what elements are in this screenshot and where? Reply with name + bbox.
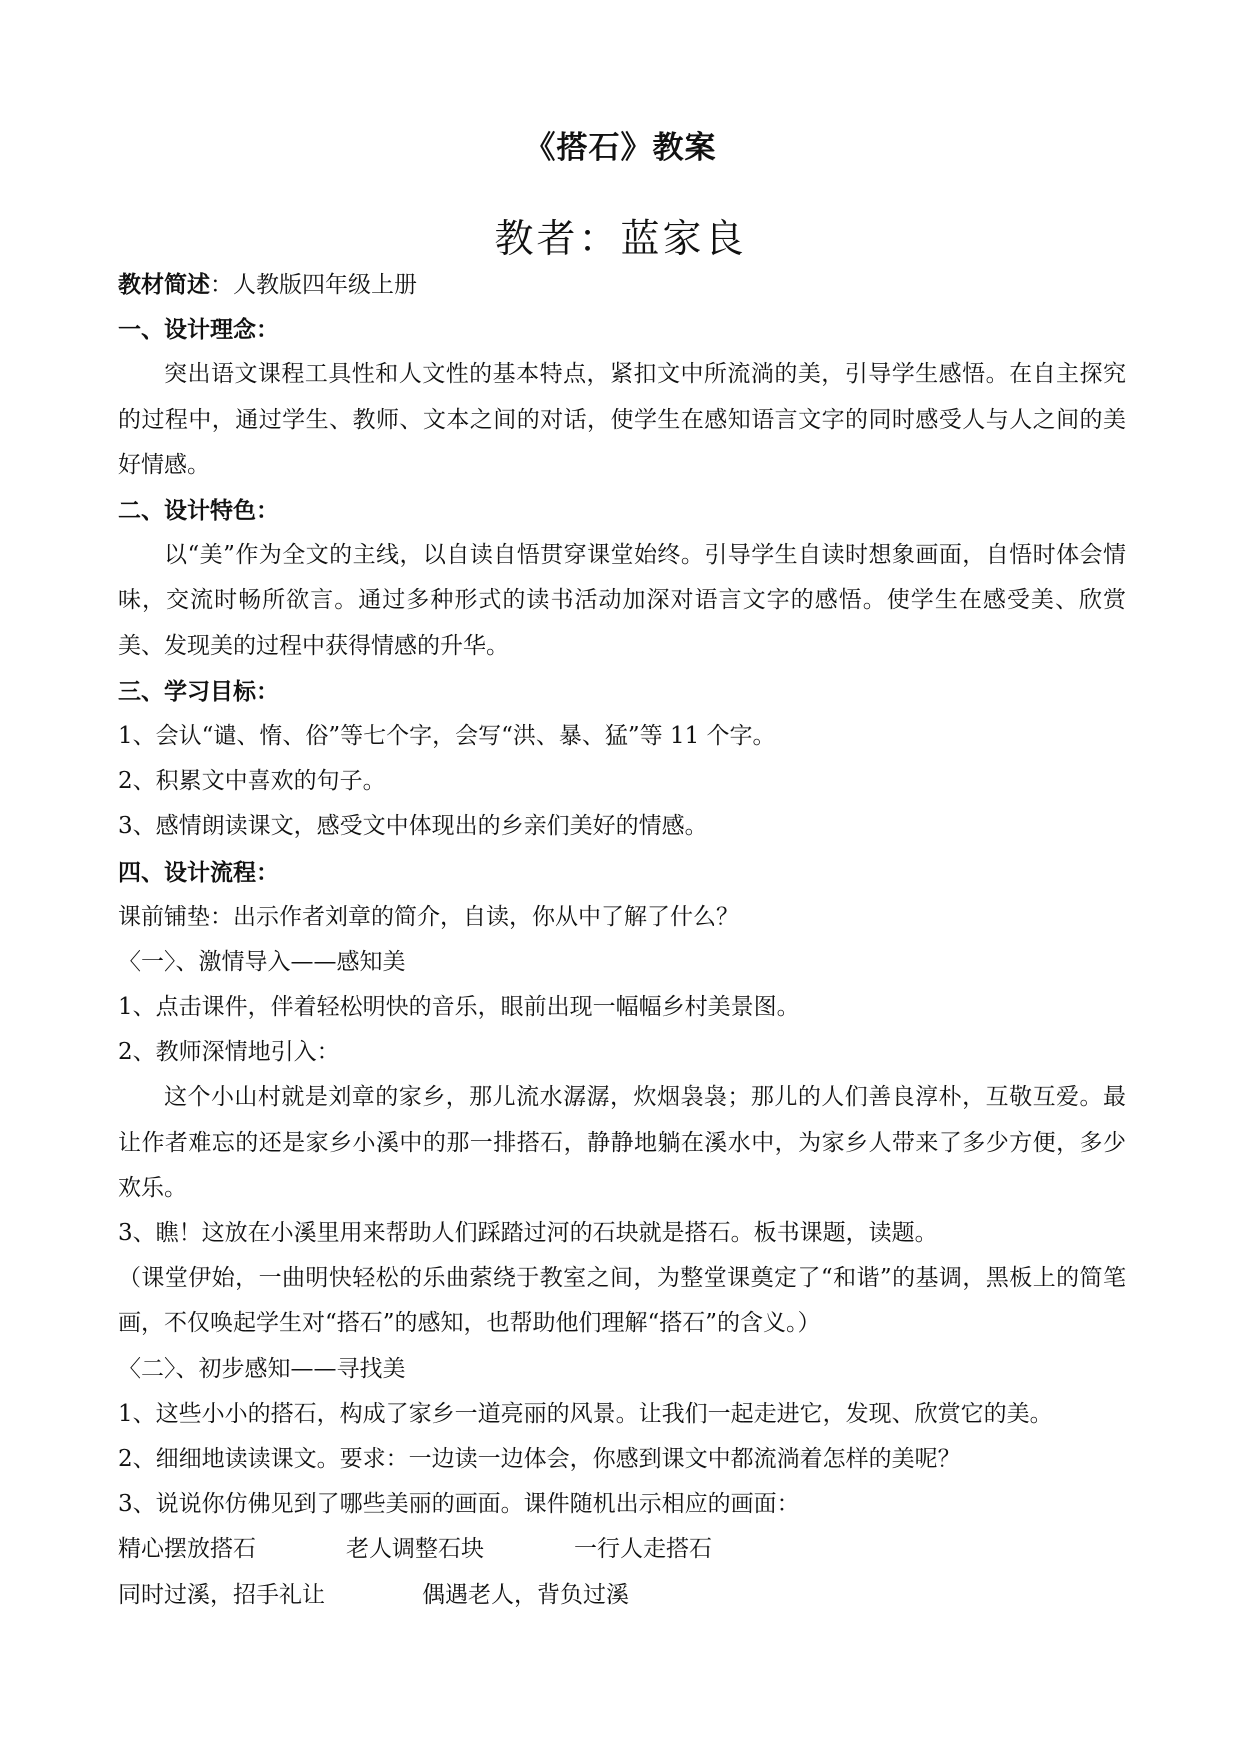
scene-item: 老人调整石块 — [346, 1536, 484, 1563]
part1-step-1: 1、点击课件，伴着轻松明快的音乐，眼前出现一幅幅乡村美景图。 — [118, 994, 800, 1021]
scene-item: 一行人走搭石 — [574, 1536, 712, 1563]
section-heading-3: 三、学习目标： — [118, 677, 279, 705]
author-line: 教者：蓝家良 — [494, 217, 747, 262]
part1-step-3: 3、瞧！这放在小溪里用来帮助人们踩踏过河的石块就是搭石。板书课题，读题。 — [118, 1220, 938, 1247]
scene-item: 精心摆放搭石 — [118, 1536, 256, 1563]
goal-item-3: 3、感情朗读课文，感受文中体现出的乡亲们美好的情感。 — [118, 813, 708, 840]
flow-intro: 课前铺垫：出示作者刘章的简介，自读，你从中了解了什么？ — [118, 903, 739, 930]
scene-row-1 — [118, 1527, 1126, 1572]
textbook-sep: ： — [210, 272, 233, 298]
part2-step-2: 2、细细地读读课文。要求：一边读一边体会，你感到课文中都流淌着怎样的美呢？ — [118, 1446, 961, 1473]
part2-step-3: 3、说说你仿佛见到了哪些美丽的画面。课件随机出示相应的画面： — [118, 1491, 800, 1518]
part1-title: 〈一〉、激情导入——感知美 — [118, 948, 406, 975]
design-feature-paragraph: 以“美”作为全文的主线，以自读自悟贯穿课堂始终。引导学生自读时想象画面，自悟时体会情味，交流时畅所欲言。通过多种形式的读书活动加深对语言文字的感悟。使学生在感受美、欣赏美、发现美的过程中获得情感的升华。 — [118, 542, 1126, 659]
part2-title: 〈二〉、初步感知——寻找美 — [118, 1355, 406, 1382]
part2-step-1: 1、这些小小的搭石，构成了家乡一道亮丽的风景。让我们一起走进它，发现、欣赏它的美。 — [118, 1400, 1053, 1427]
section-heading-1: 一、设计理念： — [118, 316, 279, 344]
document-body — [118, 262, 1126, 1618]
part1-step-2: 2、教师深情地引入： — [118, 1039, 340, 1066]
scene-item: 同时过溪，招手礼让 — [118, 1581, 325, 1608]
section-heading-4: 四、设计流程： — [118, 858, 279, 886]
part1-intro-paragraph: 这个小山村就是刘章的家乡，那儿流水潺潺，炊烟袅袅；那儿的人们善良淳朴，互敬互爱。最让作者难忘的还是家乡小溪中的那一排搭石，静静地躺在溪水中，为家乡人带来了多少方便，多少欢乐。 — [118, 1084, 1126, 1201]
textbook-value: 人教版四年级上册 — [233, 272, 417, 298]
textbook-label: 教材简述 — [118, 271, 210, 298]
section-heading-2: 二、设计特色： — [118, 496, 279, 524]
textbook-line — [118, 262, 1126, 307]
goal-item-2: 2、积累文中喜欢的句子。 — [118, 768, 386, 795]
goal-item-1: 1、会认“谴、惰、俗”等七个字，会写“洪、暴、猛”等 11 个字。 — [118, 722, 776, 749]
scene-row-2 — [118, 1573, 1126, 1618]
scene-item: 偶遇老人，背负过溪 — [422, 1581, 629, 1608]
document-title: 《搭石》教案 — [524, 130, 717, 166]
design-concept-paragraph: 突出语文课程工具性和人文性的基本特点，紧扣文中所流淌的美，引导学生感悟。在自主探究的过程中，通过学生、教师、文本之间的对话，使学生在感知语言文字的同时感受人与人之间的美好情感。 — [118, 361, 1126, 478]
part1-note: （课堂伊始，一曲明快轻松的乐曲萦绕于教室之间，为整堂课奠定了“和谐”的基调，黑板上的简笔画，不仅唤起学生对“搭石”的感知，也帮助他们理解“搭石”的含义。） — [118, 1265, 1126, 1337]
